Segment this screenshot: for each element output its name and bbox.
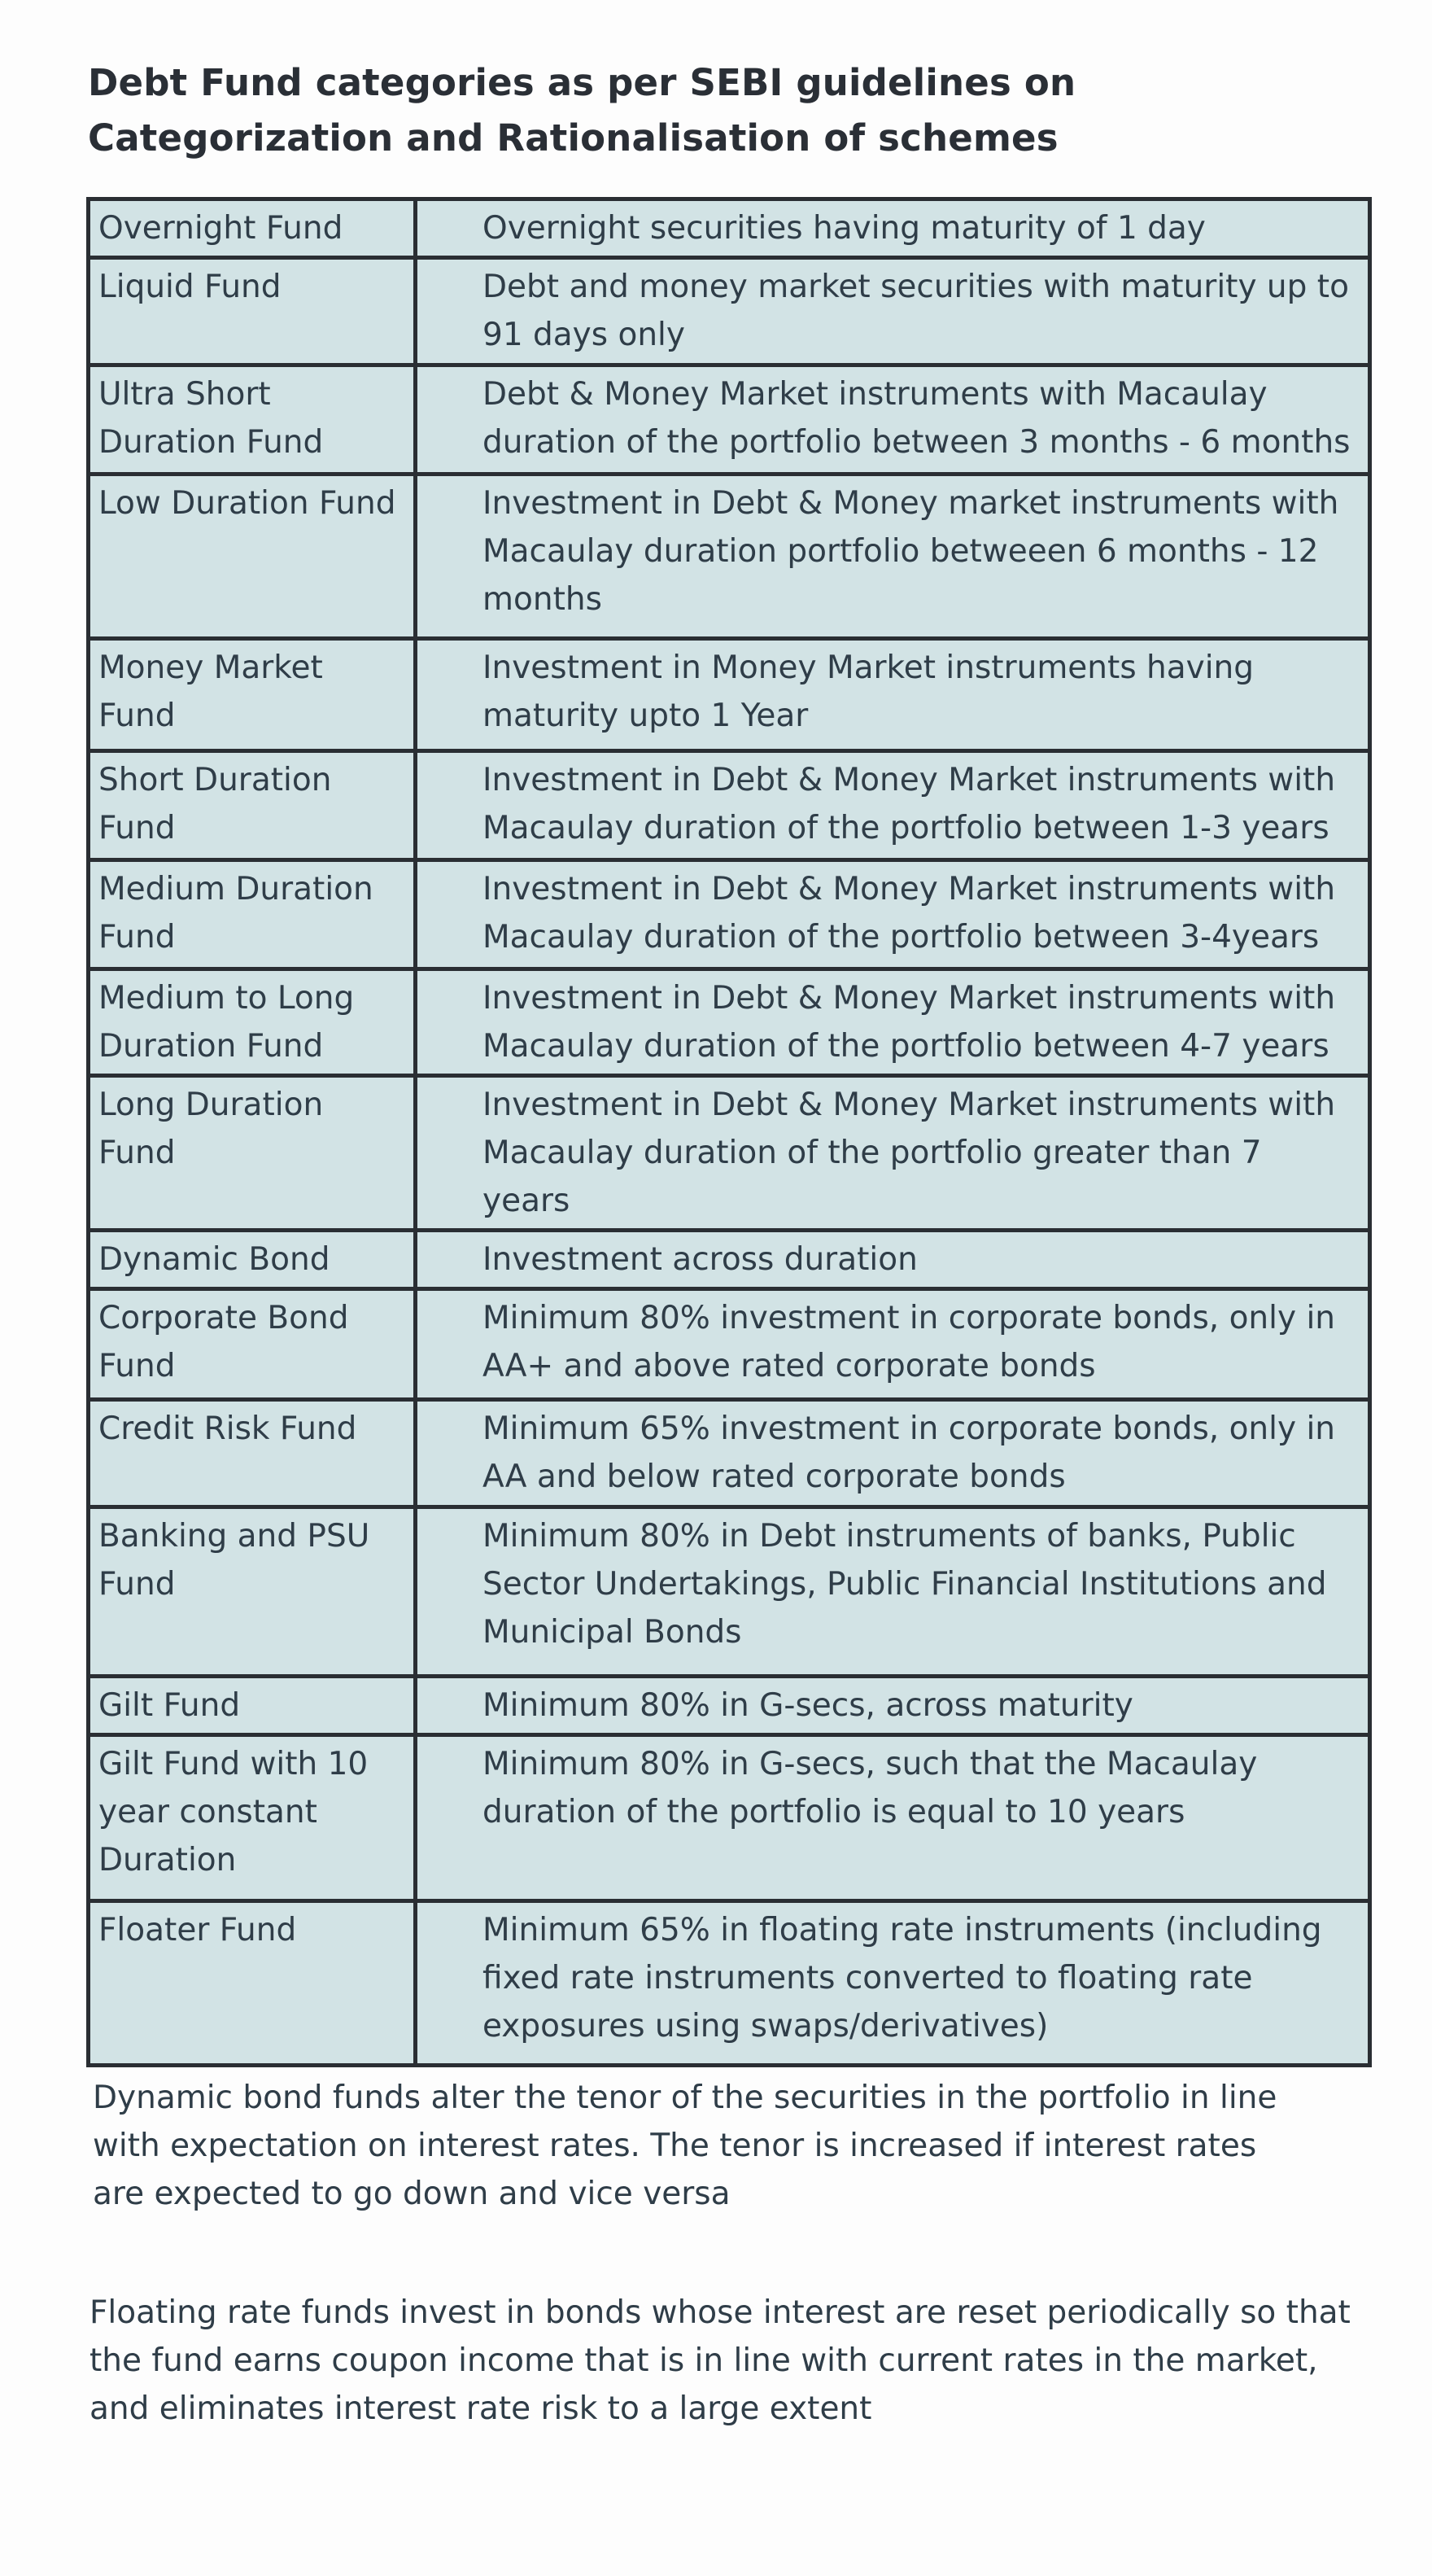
table-row: [89, 1507, 1370, 1677]
fund-category-cell: Gilt Fund: [89, 1677, 416, 1735]
fund-description-cell: Minimum 80% in G-secs, across maturity: [416, 1677, 1370, 1735]
table-row: [89, 969, 1370, 1076]
fund-description-cell: Investment in Debt & Money Market instruments with Macaulay duration of the portfolio between 1-3 years: [416, 751, 1370, 860]
fund-description-cell: Minimum 80% in Debt instruments of banks, Public Sector Undertakings, Public Financial Institutions and Municipal Bonds: [416, 1507, 1370, 1677]
table-row: [89, 860, 1370, 969]
dynamic-bond-note: Dynamic bond funds alter the tenor of the securities in the portfolio in line with expectation on interest rates. The tenor is increased if interest rates are expected to go down and vice versa: [93, 2080, 1277, 2212]
fund-description-cell: Overnight securities having maturity of 1 day: [416, 199, 1370, 258]
table-row: [89, 199, 1370, 258]
fund-description-cell: Minimum 80% in G-secs, such that the Macaulay duration of the portfolio is equal to 10 years: [416, 1735, 1370, 1901]
floating-rate-note: Floating rate funds invest in bonds whose interest are reset periodically so that the fund earns coupon income that is in line with current rates in the market, and eliminates interest rate risk to a large extent: [90, 2294, 1351, 2427]
table-row: [89, 1735, 1370, 1901]
table-row: [89, 365, 1370, 475]
fund-category-cell: Liquid Fund: [89, 258, 416, 365]
fund-category-cell: Overnight Fund: [89, 199, 416, 258]
fund-description-cell: Investment in Debt & Money market instruments with Macaulay duration portfolio betweeen 6 months - 12 months: [416, 475, 1370, 639]
table-row: [89, 1076, 1370, 1231]
fund-category-cell: Money Market Fund: [89, 639, 416, 751]
fund-description-cell: Investment across duration: [416, 1231, 1370, 1289]
fund-description-cell: Minimum 65% in floating rate instruments (including fixed rate instruments converted to floating rate exposures using swaps/derivatives): [416, 1901, 1370, 2066]
table-row: [89, 639, 1370, 751]
table-row: [89, 751, 1370, 860]
fund-category-cell: Banking and PSU Fund: [89, 1507, 416, 1677]
fund-categories-table: [86, 197, 1372, 2067]
fund-category-cell: Dynamic Bond: [89, 1231, 416, 1289]
fund-category-cell: Medium to Long Duration Fund: [89, 969, 416, 1076]
table-row: [89, 1231, 1370, 1289]
fund-description-cell: Investment in Money Market instruments having maturity upto 1 Year: [416, 639, 1370, 751]
fund-description-cell: Debt & Money Market instruments with Macaulay duration of the portfolio between 3 months - 6 months: [416, 365, 1370, 475]
fund-category-cell: Low Duration Fund: [89, 475, 416, 639]
fund-category-cell: Short Duration Fund: [89, 751, 416, 860]
fund-description-cell: Investment in Debt & Money Market instruments with Macaulay duration of the portfolio greater than 7 years: [416, 1076, 1370, 1231]
fund-category-cell: Gilt Fund with 10 year constant Duration: [89, 1735, 416, 1901]
table-row: [89, 1289, 1370, 1400]
table-row: [89, 258, 1370, 365]
fund-category-cell: Floater Fund: [89, 1901, 416, 2066]
table-row: [89, 1400, 1370, 1507]
table-row: [89, 475, 1370, 639]
fund-category-cell: Corporate Bond Fund: [89, 1289, 416, 1400]
fund-description-cell: Debt and money market securities with maturity up to 91 days only: [416, 258, 1370, 365]
fund-description-cell: Minimum 80% investment in corporate bonds, only in AA+ and above rated corporate bonds: [416, 1289, 1370, 1400]
fund-description-cell: Investment in Debt & Money Market instruments with Macaulay duration of the portfolio between 3-4years: [416, 860, 1370, 969]
fund-category-cell: Credit Risk Fund: [89, 1400, 416, 1507]
table-row: [89, 1901, 1370, 2066]
table-row: [89, 1677, 1370, 1735]
page-title: Debt Fund categories as per SEBI guidelines on Categorization and Rationalisation of schemes: [88, 61, 1076, 160]
fund-category-cell: Medium Duration Fund: [89, 860, 416, 969]
fund-category-cell: Long Duration Fund: [89, 1076, 416, 1231]
fund-description-cell: Minimum 65% investment in corporate bonds, only in AA and below rated corporate bonds: [416, 1400, 1370, 1507]
fund-category-cell: Ultra Short Duration Fund: [89, 365, 416, 475]
fund-description-cell: Investment in Debt & Money Market instruments with Macaulay duration of the portfolio between 4-7 years: [416, 969, 1370, 1076]
